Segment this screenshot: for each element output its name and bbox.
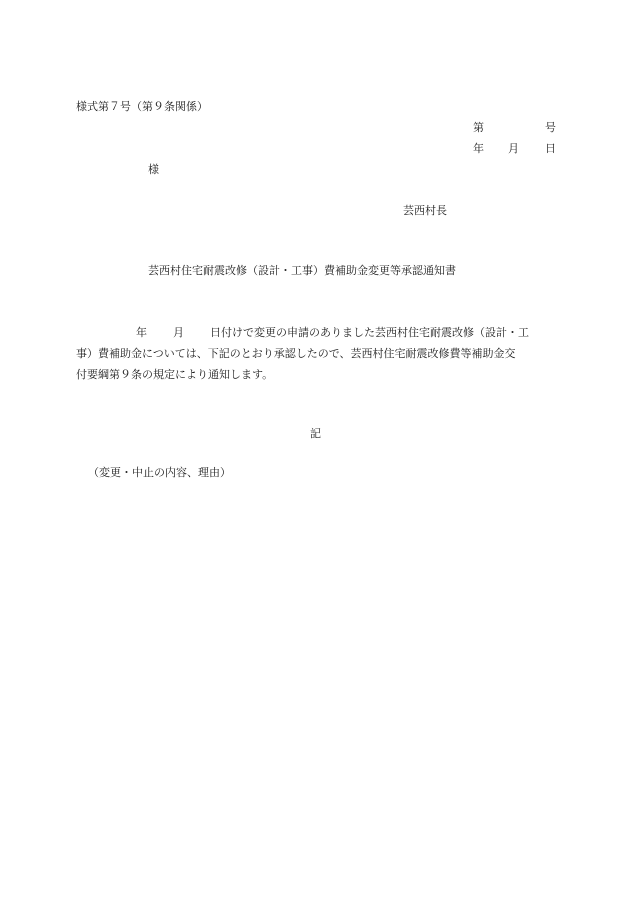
addressee-suffix: 様 [148,163,159,176]
body-month: 月 [173,326,184,339]
body-line-3: 付要綱第９条の規定により通知します。 [76,368,274,381]
body-year: 年 [136,326,147,339]
form-label: 様式第７号（第９条関係） [76,100,208,113]
body-line-2: 事）費補助金については、下記のとおり承認したので、芸西村住宅耐震改修費等補助金交 [76,347,516,360]
number-prefix: 第 [473,121,484,134]
item-label: （変更・中止の内容、理由） [88,466,231,479]
ki-heading: 記 [310,427,321,440]
document-title: 芸西村住宅耐震改修（設計・工事）費補助金変更等承認通知書 [148,264,456,277]
date-day: 日 [545,142,556,155]
body-paragraph [76,322,558,385]
body-line-1-text: 日付けで変更の申請のありました芸西村住宅耐震改修（設計・工 [210,326,529,339]
body-line-1 [76,322,558,343]
number-suffix: 号 [545,121,556,134]
issuer-name: 芸西村長 [403,204,447,217]
date-month: 月 [508,142,519,155]
date-year: 年 [473,142,484,155]
